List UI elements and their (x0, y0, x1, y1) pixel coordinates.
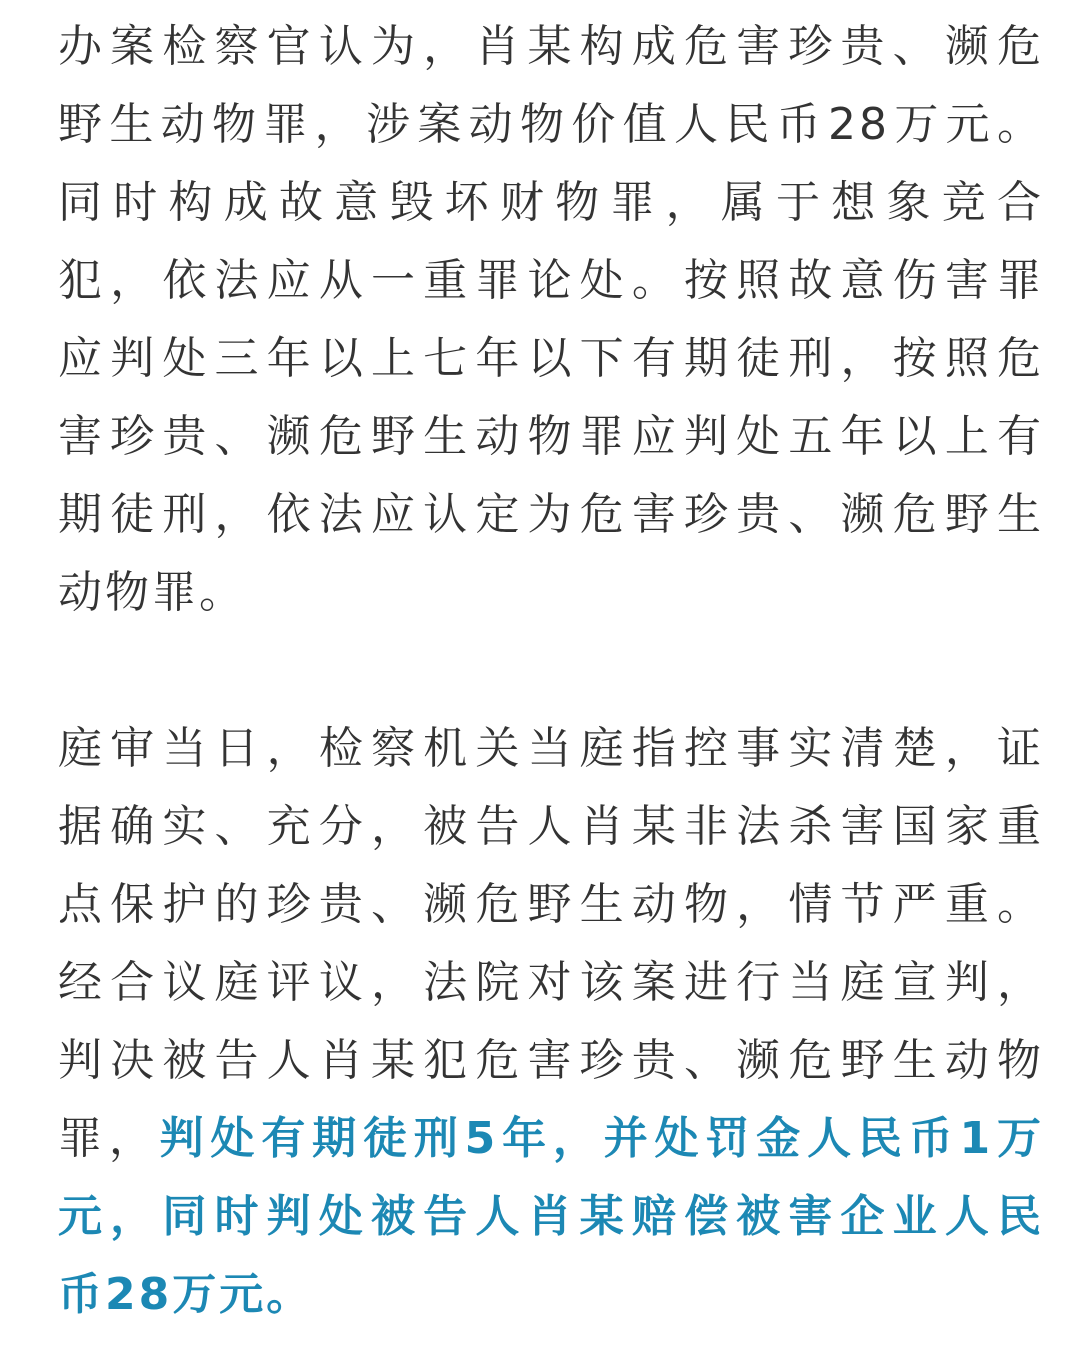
text-line-mixed (58, 1100, 1044, 1178)
highlighted-sentence: 元，同时判处被告人肖某赔偿被害企业人民 (58, 1191, 1044, 1242)
paragraph-court-verdict (58, 710, 1044, 1334)
text-line: 庭审当日，检察机关当庭指控事实清楚，证 (58, 723, 1044, 774)
article-body (58, 8, 1044, 1334)
text-prefix: 罪， (58, 1113, 160, 1164)
paragraph-prosecutor-opinion (58, 8, 1044, 632)
text-line: 野生动物罪，涉案动物价值人民币28万元。 (58, 99, 1044, 150)
text-line: 同时构成故意毁坏财物罪，属于想象竞合 (58, 177, 1044, 228)
text-line: 判决被告人肖某犯危害珍贵、濒危野生动物 (58, 1035, 1044, 1086)
text-line: 点保护的珍贵、濒危野生动物，情节严重。 (58, 879, 1044, 930)
text-line: 犯，依法应从一重罪论处。按照故意伤害罪 (58, 255, 1044, 306)
highlighted-sentence: 判处有期徒刑5年，并处罚金人民币1万 (159, 1113, 1045, 1164)
text-line: 办案检察官认为，肖某构成危害珍贵、濒危 (58, 21, 1044, 72)
text-line: 应判处三年以上七年以下有期徒刑，按照危 (58, 333, 1044, 384)
text-line: 动物罪。 (58, 567, 246, 618)
highlighted-sentence: 币28万元。 (58, 1269, 314, 1320)
text-line: 经合议庭评议，法院对该案进行当庭宣判， (58, 957, 1044, 1008)
text-line: 期徒刑，依法应认定为危害珍贵、濒危野生 (58, 489, 1044, 540)
text-line: 害珍贵、濒危野生动物罪应判处五年以上有 (58, 411, 1044, 462)
text-line: 据确实、充分，被告人肖某非法杀害国家重 (58, 801, 1044, 852)
